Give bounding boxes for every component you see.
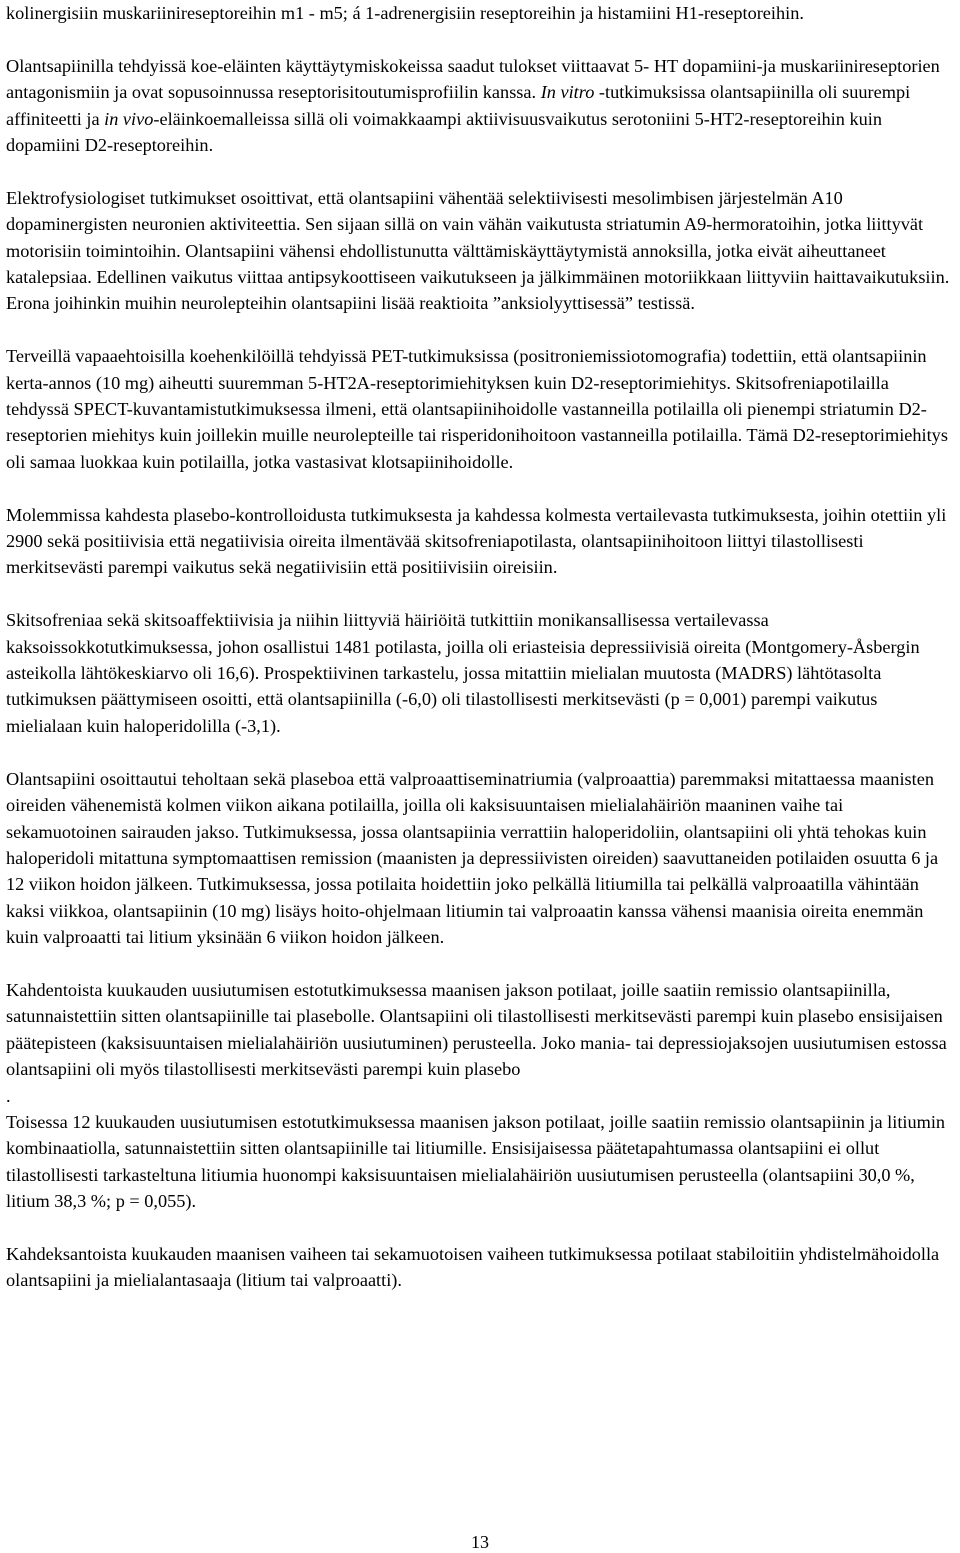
paragraph <box>6 1241 956 1294</box>
text-run: Molemmissa kahdesta plasebo-kontrolloidusta tutkimuksesta ja kahdessa kolmesta vertailevasta tutkimuksesta, joihin otettiin yli 2900 sekä positiivisia että negatiivisia oireita ilmentävää skitsofreniapotilasta, olantsapiinihoitoon liittyi tilastollisesti merkitsevästi parempi vaikutus sekä negatiivisiin että positiivisiin oireisiin. <box>6 504 947 578</box>
paragraph <box>6 766 956 951</box>
page-number: 13 <box>471 1532 489 1552</box>
text-run: Olantsapiini osoittautui teholtaan sekä plaseboa että valproaattiseminatriumia (valproaattia) paremmaksi mitattaessa maanisten oireiden vähenemistä kolmen viikon aikana potilailla, joilla oli kaksisuuntaisen mielialahäiriön maaninen vaihe tai sekamuotoinen sairauden jakso. Tutkimuksessa, jossa olantsapiinia verrattiin haloperidoliin, olantsapiini oli yhtä tehokas kuin haloperidoli mitattuna symptomaattisen remission (maanisten ja depressiivisten oireiden) saavuttaneiden potilaiden osuutta 6 ja 12 viikon hoidon jälkeen. Tutkimuksessa, jossa potilaita hoidettiin joko pelkällä litiumilla tai pelkällä valproaatilla vähintään kaksi viikkoa, olantsapiinin (10 mg) lisäys hoito-ohjelmaan litiumin tai valproaatin kanssa vähensi maanisia oireita enemmän kuin valproaatti tai litium yksinään 6 viikon hoidon jälkeen. <box>6 768 939 948</box>
document-page <box>6 0 956 1294</box>
paragraph <box>6 343 956 475</box>
stray-period: . <box>6 1085 11 1106</box>
body-text-before <box>6 0 956 1083</box>
text-run: -eläinkoemalleissa sillä oli voimakkaampi aktiivisuusvaikutus serotoniini 5-HT2-reseptoreihin kuin dopamiini D2-reseptoreihin. <box>6 108 882 156</box>
paragraph <box>6 53 956 159</box>
paragraph <box>6 1109 956 1215</box>
body-text-after <box>6 1109 956 1294</box>
text-run: Skitsofreniaa sekä skitsoaffektiivisia ja niihin liittyviä häiriöitä tutkittiin monikansallisessa vertailevassa kaksoissokkotutkimuksessa, johon osallistui 1481 potilasta, joilla oli eriasteisia depressiivisiä oireita (Montgomery-Åsbergin asteikolla lähtökeskiarvo oli 16,6). Prospektiivinen tarkastelu, jossa mitattiin mielialan muutosta (MADRS) lähtötasolta tutkimuksen päättymiseen osoitti, että olantsapiinilla (-6,0) oli tilastollisesti merkitsevästi (p = 0,001) parempi vaikutus mielialaan kuin haloperidolilla (-3,1). <box>6 610 920 736</box>
text-run: Elektrofysiologiset tutkimukset osoittivat, että olantsapiini vähentää selektiivisesti mesolimbisen järjestelmän A10 dopaminergisten neuronien aktiviteettia. Sen sijaan sillä on vain vähän vaikutusta striatumin A9-hermoratoihin, jotka liittyvät motorisiin toimintoihin. Olantsapiini vähensi ehdollistunutta välttämiskäyttäytymistä annoksilla, jotka eivät aiheuttaneet katalepsiaa. Edellinen vaikutus viittaa antipsykoottiseen vaikutukseen ja jälkimmäinen motoriikkaan liittyviin haittavaikutuksiin. Erona joihinkin muihin neurolepteihin olantsapiini lisää reaktioita ”anksiolyyttisessä” testissä. <box>6 187 950 314</box>
text-run: Toisessa 12 kuukauden uusiutumisen estotutkimuksessa maanisen jakson potilaat, joille saatiin remissio olantsapiinin ja litiumin kombinaatiolla, satunnaistettiin sitten olantsapiinille tai litiumille. Ensisijaisessa päätetapahtumassa olantsapiini ei ollut tilastollisesti tarkasteltuna litiumia huonompi kaksisuuntaisen mielialahäiriön uusiutumisen perusteella (olantsapiini 30,0 %, litium 38,3 %; p = 0,055). <box>6 1111 946 1212</box>
text-run: Kahdentoista kuukauden uusiutumisen estotutkimuksessa maanisen jakson potilaat, joille saatiin remissio olantsapiinilla, satunnaistettiin sitten olantsapiinille tai plasebolle. Olantsapiini oli tilastollisesti merkitsevästi parempi kuin plasebo ensisijaisen päätepisteen (kaksisuuntaisen mielialahäiriön uusiutuminen) perusteella. Joko mania- tai depressiojaksojen uusiutumisen estossa olantsapiini oli myös tilastollisesti merkitsevästi parempi kuin plasebo <box>6 979 947 1080</box>
text-run: kolinergisiin muskariinireseptoreihin m1 - m5; á 1-adrenergisiin reseptoreihin ja histamiini H1-reseptoreihin. <box>6 3 804 23</box>
text-run: Kahdeksantoista kuukauden maanisen vaiheen tai sekamuotoisen vaiheen tutkimuksessa potilaat stabiloitiin yhdistelmähoidolla olantsapiini ja mielialantasaaja (litium tai valproaatti). <box>6 1243 940 1291</box>
text-run: Terveillä vapaaehtoisilla koehenkilöillä tehdyissä PET-tutkimuksissa (positroniemissiotomografia) todettiin, että olantsapiinin kerta-annos (10 mg) aiheutti suuremman 5-HT2A-reseptorimiehityksen kuin D2-reseptorimiehitys. Skitsofreniapotilailla tehdyssä SPECT-kuvantamistutkimuksessa ilmeni, että olantsapiinihoidolle vastanneilla potilailla oli pienempi striatumin D2-reseptorien miehitys kuin joillekin muille neurolepteille tai risperidonihoitoon vastanneilla potilailla. Tämä D2-reseptorimiehitys oli samaa luokkaa kuin potilailla, jotka vastasivat klotsapiinihoidolle. <box>6 346 948 472</box>
paragraph <box>6 977 956 1083</box>
italic-term: In vitro <box>540 82 595 103</box>
paragraph <box>6 607 956 739</box>
paragraph <box>6 0 956 26</box>
paragraph <box>6 185 956 317</box>
paragraph <box>6 502 956 581</box>
text-run: -tutkimuksissa olantsapiinilla oli suurempi affiniteetti ja <box>6 82 911 129</box>
italic-term: in vivo <box>104 108 154 129</box>
text-run: Olantsapiinilla tehdyissä koe-eläinten käyttäytymiskokeissa saadut tulokset viittaavat 5- HT dopamiini-ja muskariinireseptorien antagonismiin ja ovat sopusoinnussa reseptorisitoutumisprofiilin kanssa. <box>6 55 940 103</box>
